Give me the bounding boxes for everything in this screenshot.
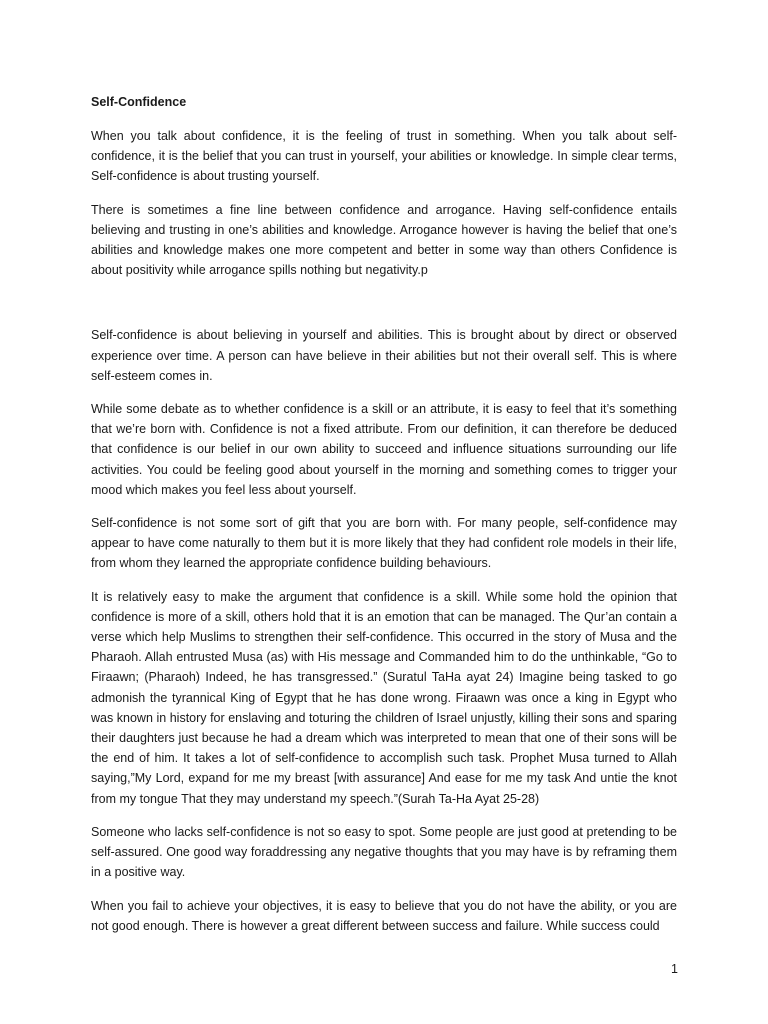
document-body [91,92,677,949]
paragraph-3: Self-confidence is about believing in yourself and abilities. This is brought about by direct or observed experience over time. A person can have believe in their abilities but not their overall self. This is where self-esteem comes in. [91,328,677,383]
paragraph-2: There is sometimes a fine line between confidence and arrogance. Having self-confidence entails believing and trusting in one’s abilities and knowledge. Arrogance however is having the belief that one’s abilities and knowledge makes one more competent and better in some way than others Confidence is about positivity while arrogance spills nothing but negativity.p [91,202,677,278]
document-title: Self-Confidence [91,95,187,109]
paragraph-6: It is relatively easy to make the argument that confidence is a skill. While some hold the opinion that confidence is more of a skill, others hold that it is an emotion that can be managed. The Qur’an contain a verse which help Muslims to strengthen their self-confidence. This occurred in the story of Musa and the Pharaoh. Allah entrusted Musa (as) with His message and Commanded him to do the unthinkable, “Go to Firaawn; (Pharaoh) Indeed, he has transgressed.” (Suratul TaHa ayat 24) Imagine being tasked to go admonish the tyrannical King of Egypt that he has done wrong. Firaawn was once a king in Egypt who was known in history for enslaving and toturing the children of Israel unjustly, killing their sons and sparing their daughters just because he had a dream which was interpreted to mean that one of their sons will be the end of him. It takes a lot of self-confidence to accomplish such task. Prophet Musa turned to Allah saying,”My Lord, expand for me my breast [with assurance] And ease for me my task And untie the knot from my tongue That they may understand my speech.”(Surah Ta-Ha Ayat 25-28) [91,589,677,806]
paragraph-7: Someone who lacks self-confidence is not so easy to spot. Some people are just good at pretending to be self-assured. One good way foraddressing any negative thoughts that you may have is by reframing them in a positive way. [91,824,677,880]
paragraph-5: Self-confidence is not some sort of gift that you are born with. For many people, self-confidence may appear to have come naturally to them but it is more likely that they had confident role models in their life, from whom they learned the appropriate confidence building behaviours. [91,516,677,571]
paragraph-4: While some debate as to whether confidence is a skill or an attribute, it is easy to feel that it’s something that we’re born with. Confidence is not a fixed attribute. From our definition, it can therefore be deduced that confidence is our belief in our own ability to succeed and influence situations surrounding our life activities. You could be feeling good about yourself in the morning and something comes to trigger your mood which makes you feel less about yourself. [91,402,677,497]
paragraph-1: When you talk about confidence, it is the feeling of trust in something. When you talk about self-confidence, it is the belief that you can trust in yourself, your abilities or knowledge. In simple clear terms, Self-confidence is about trusting yourself. [91,129,677,184]
paragraph-8: When you fail to achieve your objectives, it is easy to believe that you do not have the ability, or you are not good enough. There is however a great different between success and failure. While success could [91,898,677,933]
page-number: 1 [671,962,678,976]
